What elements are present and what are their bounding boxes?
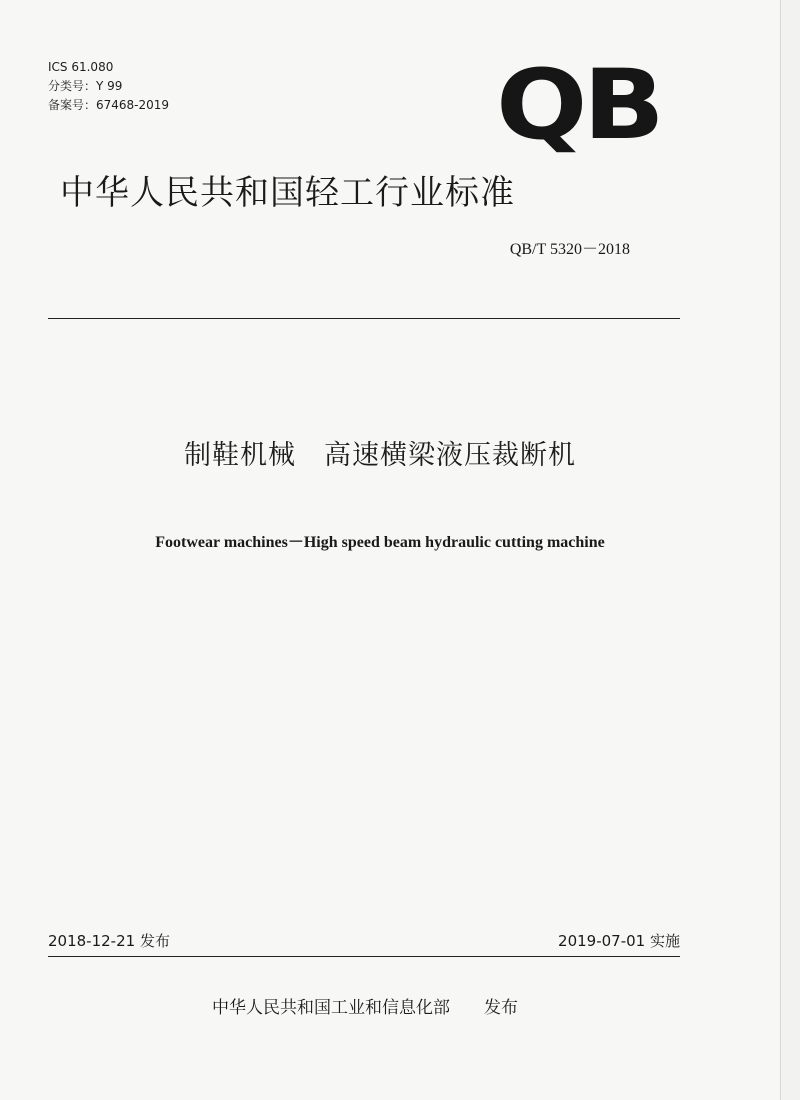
ics-code: ICS 61.080 [48, 60, 114, 74]
chinese-title: 制鞋机械 高速横梁液压裁断机 [184, 440, 576, 471]
implementation-date: 2019-07-01 实施 [558, 932, 680, 950]
header-divider [48, 318, 680, 319]
issue-date: 2018-12-21 发布 [48, 932, 170, 950]
english-title: Footwear machines－High speed beam hydraulic cutting machine [155, 534, 605, 551]
footer-divider [48, 956, 680, 957]
meta-block [48, 58, 169, 115]
standard-category-title: 中华人民共和国轻工行业标准 [60, 173, 515, 213]
standard-number: QB/T 5320－2018 [509, 241, 630, 258]
qb-logo: QB [496, 49, 661, 161]
filing-number: 备案号：67468-2019 [48, 98, 170, 112]
classification-number: 分类号：Y 99 [48, 79, 123, 93]
publisher: 中华人民共和国工业和信息化部 发布 [212, 998, 518, 1018]
